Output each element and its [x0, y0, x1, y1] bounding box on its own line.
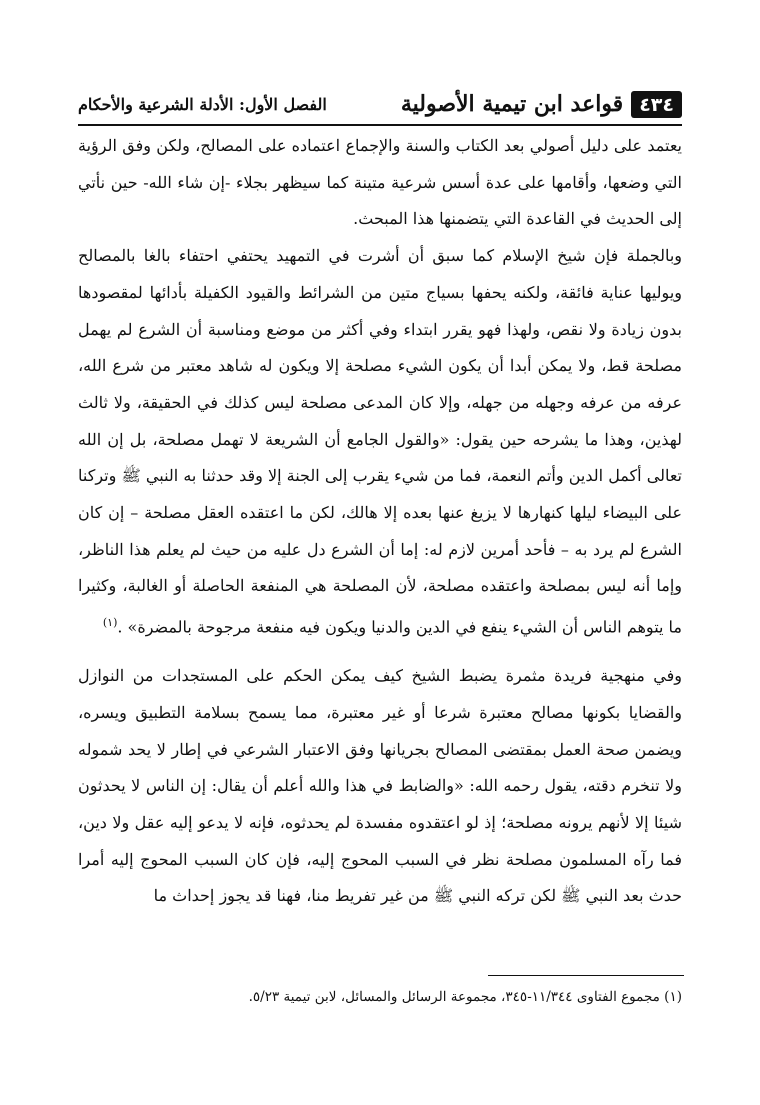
- chapter-title: الفصل الأول: الأدلة الشرعية والأحكام: [78, 94, 327, 114]
- footnote-divider: [488, 975, 684, 976]
- page-number: ٤٣٤: [631, 91, 682, 118]
- book-title: قواعد ابن تيمية الأصولية: [400, 91, 624, 117]
- paragraph-1: يعتمد على دليل أصولي بعد الكتاب والسنة والإجماع اعتماده على المصالح، ولكن وفق الرؤية التي وضعها، وأقامها على عدة أسس شرعية متينة كما سيظهر بجلاء -إن شاء الله- حين نأتي إلى الحديث في القاعدة التي يتضمنها هذا المبحث.: [78, 136, 682, 229]
- paragraph-2: [78, 238, 682, 646]
- footnote-marker: (١): [102, 616, 118, 630]
- body-text: [78, 128, 682, 915]
- page-header: [78, 84, 682, 126]
- paragraph-2-text: وبالجملة فإن شيخ الإسلام كما سبق أن أشرت في التمهيد يحتفي احتفاء بالغا بالمصالح ويوليها عناية فائقة، ولكنه يحفها بسياج متين من الشرائط والقيود الكفيلة بأدائها لمقصودها بدون زيادة ولا نقص، ولهذا فهو يقرر ابتداء وفي أكثر من موضع ومناسبة أن الشرع لم يهمل مصلحة قط، ولا يمكن أبدا أن يكون الشيء مصلحة إلا ويكون له شاهد معتبر من شرع الله، عرفه من عرفه وجهله من جهله، وإلا كان المدعى مصلحة ليس كذلك في الحقيقة، ولا ثالث لهذين، وهذا ما يشرحه حين يقول: «والقول الجامع أن الشريعة لا تهمل مصلحة، بل إن الله تعالى أكمل الدين وأتم النعمة، فما من شيء يقرب إلى الجنة إلا وقد حدثنا به النبي ﷺ وتركنا على البيضاء ليلها كنهارها لا يزيغ عنها بعده إلا هالك، لكن ما اعتقده العقل مصلحة – إن كان الشرع لم يرد به – فأحد أمرين لازم له: إما أن الشرع دل عليه من حيث لم يعلم هذا الناظر، وإما أنه ليس بمصلحة واعتقده مصلحة، لأن المصلحة هي المنفعة الحاصلة أو الغالبة، وكثيرا ما يتوهم الناس أن الشيء ينفع في الدين والدنيا ويكون فيه منفعة مرجوحة بالمضرة» .: [78, 246, 683, 637]
- footnote: (١) مجموع الفتاوى ١١/٣٤٤-٣٤٥، مجموعة الرسائل والمسائل، لابن تيمية ٥/٢٣.: [248, 989, 682, 1005]
- paragraph-3: وفي منهجية فريدة مثمرة يضبط الشيخ كيف يمكن الحكم على المستجدات من النوازل والقضايا بكونها مصالح معتبرة شرعا أو غير معتبرة، مما يسمح بسلامة التطبيق ويسره، ويضمن صحة العمل بمقتضى المصالح بجريانها وفق الاعتبار الشرعي في إطار لا يحد شموله ولا تنخرم دقته، يقول رحمه الله: «والضابط في هذا والله أعلم أن يقال: إن الناس لا يحدثون شيئا إلا لأنهم يرونه مصلحة؛ إذ لو اعتقدوه مفسدة لم يحدثوه، فإنه لا يدعو إليه عقل ولا دين، فما رآه المسلمون مصلحة نظر في السبب المحوج إليه، فإن كان السبب المحوج إليه أمرا حدث بعد النبي ﷺ لكن تركه النبي ﷺ من غير تفريط منا، فهنا قد يجوز إحداث ما: [78, 666, 683, 906]
